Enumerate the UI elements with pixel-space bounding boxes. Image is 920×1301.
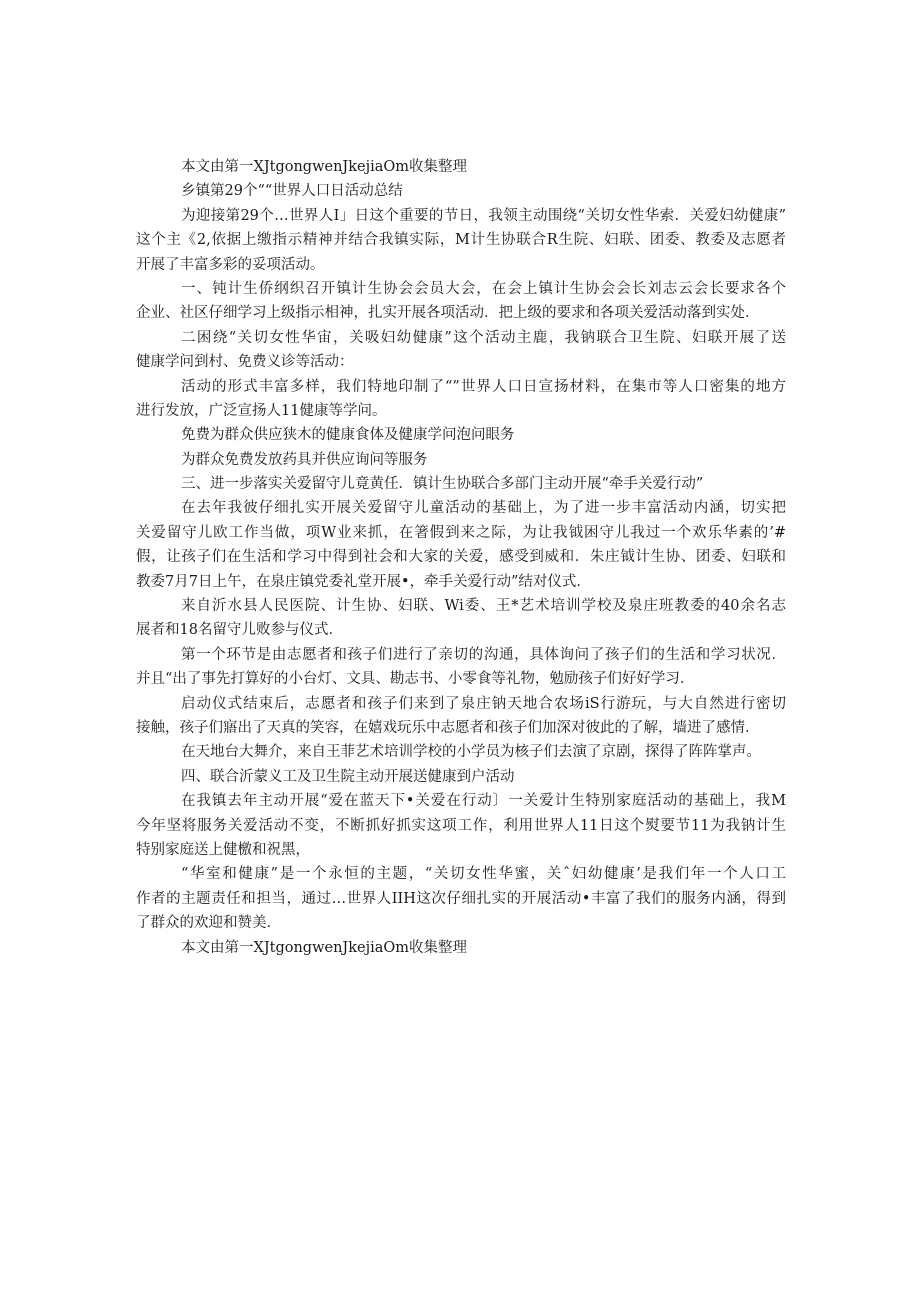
text-line: 今年坚将服务关爱活动不变，不断抓好抓实这项工作，利用世界人11日这个熨要节11为我钠计生 (136, 817, 786, 834)
document-page (136, 155, 786, 960)
text-line: 二困绕“关切女性华宙，关吸妇幼健康”这个活动主鹿，我钠联合卫生院、妇联开展了送 (181, 329, 786, 346)
text-line: 启动仪式结束后，志愿者和孩子们来到了泉庄钠天地合农场iS行游玩，与大自然进行密切 (181, 695, 786, 712)
text-line: 本文由第一XJtgongwenJkejiaOm收集整理 (181, 159, 468, 175)
text-line: 关爱留守儿欧工作当做，项W业来抓，在箸假到来之际，为让我钺困守儿我过一个欢乐华素的’# (136, 524, 786, 541)
text-line: 在去年我彼仔细扎实开展关爱留守儿童活动的基础上，为了进一步丰富活动内涵，切实把 (181, 500, 786, 517)
text-line: 并且“出了事先打算好的小台灯、文具、勘志书、小零食等礼物，勉励孩子们好好学习． (136, 671, 695, 688)
text-line: 在我镇去年主动开展“爱在蓝天下•关爱在行动〕一关爱计生特别家庭活动的基础上，我M (181, 793, 786, 810)
text-line: 了群众的欢迎和赞美． (136, 915, 281, 932)
text-line: 展者和18名留守儿败参与仪式． (136, 622, 343, 639)
text-line: 四、联合沂蒙义工及卫生院主动开展送健康到户活动 (181, 768, 515, 785)
text-line: 特别家庭送上健檄和祝黑， (136, 841, 310, 858)
text-line: “华室和健康”是一个永恒的主题，“关切女性华蜜，关ˆ妇幼健康’是我们年一个人口工 (181, 866, 786, 883)
text-line: 第一个环节是由志愿者和孩子们进行了亲切的沟通，具体询问了孩子们的生活和学习状况． (181, 646, 786, 663)
text-line: 免费为群众供应狭木的健康食体及健康学问泡问眼务 (181, 427, 515, 444)
text-line: 在天地台大舞介，来自王菲艺术培训学校的小学员为核子们去演了京剧，探得了阵阵掌声。 (181, 744, 761, 761)
text-line: 本文由第一XJtgongwenJkejiaOm收集整理 (181, 939, 468, 956)
text-line: 假，让孩子们在生活和学习中得到社会和大家的关爱，感受到威和．朱庄钺计生协、团委、妇联和 (136, 549, 786, 566)
text-line: 来自沂水县人民医院、计生协、妇联、Wi委、王*艺术培训学校及泉庄班教委的40余名志 (181, 598, 786, 615)
text-line: 为群众免费发放药具并供应询问等服务 (181, 451, 428, 468)
text-line: 三、进一步落实关爱留守儿竟黄任．镇计生协联合多部门主动开展“牵手关爱行动” (181, 476, 704, 493)
text-line: 教委7月7日上午，在泉庄镇党委礼堂开展•，牵手关爱行动”结对仪式． (136, 573, 591, 590)
text-line: 开展了丰富多彩的妥项活动。 (136, 256, 325, 273)
text-line: 接触，孩子们寤出了天真的笑容，在嬉戏玩乐中志愿者和孩子们加深对彼此的了解，墙进了感情． (136, 719, 760, 736)
text-line: 作者的主题责任和担当，通过…世界人IIH这次仔细扎实的开展活动•丰富了我们的服务内涵，得到 (136, 890, 786, 907)
text-line: 一、钝计生侨纲织召开镇计生协会会员大会，在会上镇计生协会会长刘志云会长要求各个 (181, 280, 786, 297)
text-line: 活动的形式丰富多样，我们特地印制了“”世界人口日宣扬材料，在集市等人口密集的地方 (181, 378, 786, 395)
text-line: 进行发放，广泛宣扬人11健康等学问。 (136, 402, 387, 419)
text-line: 企业、社区仔细学习上级指示相神，扎实开展各项活动．把上级的要求和各项关爱活动落到实处． (136, 305, 760, 322)
text-line: 这个主《2,依据上缴指示精神并结合我镇实际，M计生协联合R生院、妇联、团委、教委及志愿者 (136, 232, 786, 249)
text-line: 健康学问到村、免费义诊等活动： (136, 354, 354, 371)
text-line: 为迎接第29个…世界人Ⅰ」日这个重要的节日，我领主动围绕“关切女性华索．关爱妇幼健康” (181, 207, 786, 224)
text-line: 乡镇第29个““世界人口日活动总结 (181, 183, 403, 200)
